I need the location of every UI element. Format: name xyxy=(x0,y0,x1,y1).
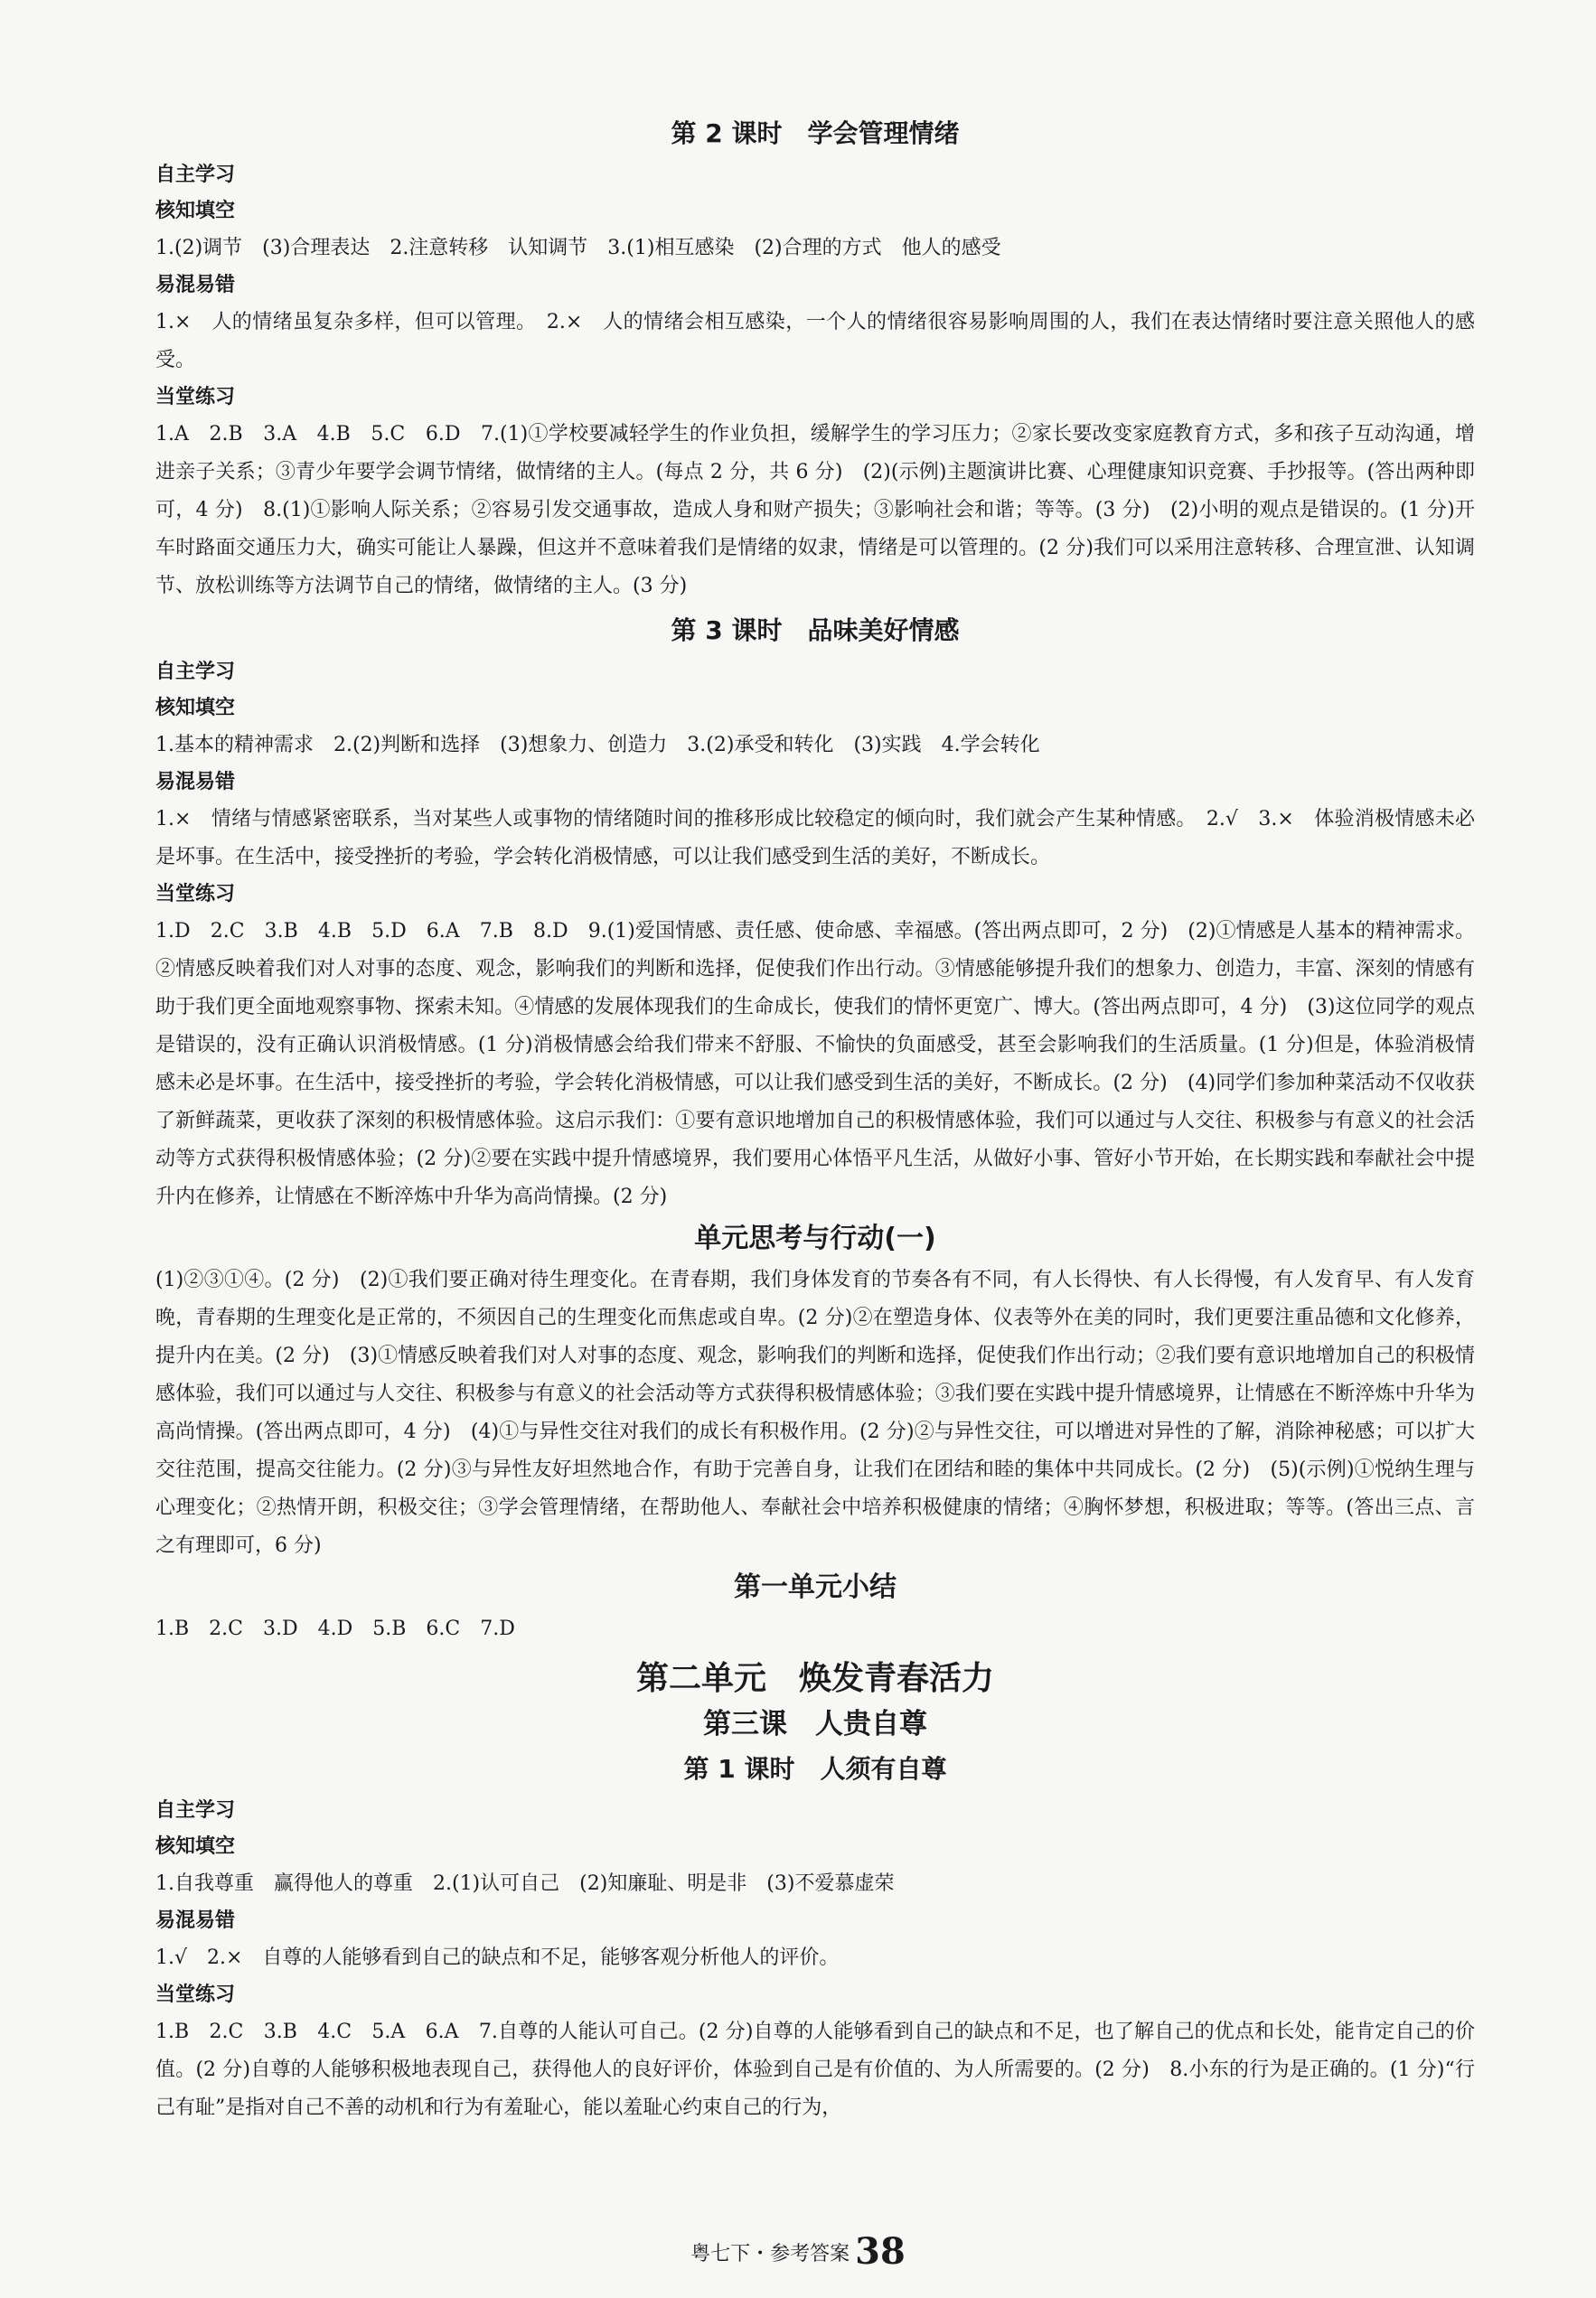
lesson3-confuse-label: 易混易错 xyxy=(155,771,236,793)
lesson2-practice-label: 当堂练习 xyxy=(155,386,236,408)
lesson3-practice-answers: 1.D 2.C 3.B 4.B 5.D 6.A 7.B 8.D 9.(1)爱国情感、责任感、使命感、幸福感。(答出两点即可，2 分) (2)①情感是人基本的精神需求。②情感反映着我们对人对事的态度、观念，影响我们的判断和选择，促使我们作出行动。③情感能够提升我们的想象力、创造力，丰富、深刻的情感有助于我们更全面地观察事物、探索未知。④情感的发展体现我们的生命成长，使我们的情怀更宽广、博大。(答出两点即可，4 分) (3)这位同学的观点是错误的，没有正确认识消极情感。(1 分)消极情感会给我们带来不舒服、不愉快的负面感受，甚至会影响我们的生活质量。(1 分)但是，体验消极情感未必是坏事。在生活中，接受挫折的考验，学会转化消极情感，可以让我们感受到生活的美好，不断成长。(2 分) (4)同学们参加种菜活动不仅收获了新鲜蔬菜，更收获了深刻的积极情感体验。这启示我们：①要有意识地增加自己的积极情感体验，我们可以通过与人交往、积极参与有意义的社会活动等方式获得积极情感体验；(2 分)②要在实践中提升情感境界，我们要用心体悟平凡生活，从做好小事、管好小节开始，在长期实践和奉献社会中提升内在修养，让情感在不断淬炼中升华为高尚情操。(2 分) xyxy=(155,920,1475,1208)
page-number: 38 xyxy=(855,2230,906,2273)
page-content xyxy=(155,108,1475,2127)
unit2-lesson1-core-fill-label: 核知填空 xyxy=(155,1835,236,1858)
lesson2-confuse-label: 易混易错 xyxy=(155,274,236,296)
unit2-lesson1-confuse-answers: 1.√ 2.× 自尊的人能够看到自己的缺点和不足，能够客观分析他人的评价。 xyxy=(155,1946,840,1969)
unit2-course-title: 第三课 人贵自尊 xyxy=(703,1708,927,1740)
unit-think-answers: (1)②③①④。(2 分) (2)①我们要正确对待生理变化。在青春期，我们身体发育的节奏各有不同，有人长得快、有人长得慢，有人发育早、有人发育晚，青春期的生理变化是正常的，不须因自己的生理变化而焦虑或自卑。(2 分)②在塑造身体、仪表等外在美的同时，我们更要注重品德和文化修养，提升内在美。(2 分) (3)①情感反映着我们对人对事的态度、观念，影响我们的判断和选择，促使我们作出行动；②我们要有意识地增加自己的积极情感体验，我们可以通过与人交往、积极参与有意义的社会活动等方式获得积极情感体验；③我们要在实践中提升情感境界，让情感在不断淬炼中升华为高尚情操。(答出两点即可，4 分) (4)①与异性交往对我们的成长有积极作用。(2 分)②与异性交往，可以增进对异性的了解，消除神秘感；可以扩大交往范围，提高交往能力。(2 分)③与异性友好坦然地合作，有助于完善自身，让我们在团结和睦的集体中共同成长。(2 分) (5)(示例)①悦纳生理与心理变化；②热情开朗，积极交往；③学会管理情绪，在帮助他人、奉献社会中培养积极健康的情绪；④胸怀梦想，积极进取；等等。(答出三点、言之有理即可，6 分) xyxy=(155,1269,1475,1557)
unit2-title: 第二单元 焕发青春活力 xyxy=(635,1660,994,1697)
unit1-summary-title: 第一单元小结 xyxy=(734,1571,897,1603)
unit1-summary-answers: 1.B 2.C 3.D 4.D 5.B 6.C 7.D xyxy=(155,1618,515,1640)
page-footer xyxy=(0,2230,1596,2273)
lesson2-confuse-answers: 1.× 人的情绪虽复杂多样，但可以管理。 2.× 人的情绪会相互感染，一个人的情绪很容易影响周围的人，我们在表达情绪时要注意关照他人的感受。 xyxy=(155,311,1475,371)
unit2-lesson1-self-study-label: 自主学习 xyxy=(155,1799,236,1822)
lesson3-core-fill-label: 核知填空 xyxy=(155,697,236,719)
lesson2-core-fill-answers: 1.(2)调节 (3)合理表达 2.注意转移 认知调节 3.(1)相互感染 (2)合理的方式 他人的感受 xyxy=(155,237,1001,259)
lesson3-confuse-answers: 1.× 情绪与情感紧密联系，当对某些人或事物的情绪随时间的推移形成比较稳定的倾向时，我们就会产生某种情感。 2.√ 3.× 体验消极情感未必是坏事。在生活中，接受挫折的考验，学会转化消极情感，可以让我们感受到生活的美好，不断成长。 xyxy=(155,808,1475,868)
footer-label: 粤七下・参考答案 xyxy=(690,2243,850,2265)
lesson3-practice-label: 当堂练习 xyxy=(155,883,236,905)
lesson3-title: 第 3 课时 品味美好情感 xyxy=(671,615,960,645)
lesson2-self-study-label: 自主学习 xyxy=(155,164,236,186)
unit2-lesson1-title: 第 1 课时 人须有自尊 xyxy=(683,1754,947,1784)
unit2-lesson1-confuse-label: 易混易错 xyxy=(155,1909,236,1932)
lesson2-core-fill-label: 核知填空 xyxy=(155,200,236,222)
lesson3-core-fill-answers: 1.基本的精神需求 2.(2)判断和选择 (3)想象力、创造力 3.(2)承受和转化 (3)实践 4.学会转化 xyxy=(155,734,1040,756)
unit-think-title: 单元思考与行动(一) xyxy=(694,1223,936,1254)
lesson3-self-study-label: 自主学习 xyxy=(155,661,236,683)
lesson2-practice-answers: 1.A 2.B 3.A 4.B 5.C 6.D 7.(1)①学校要减轻学生的作业负担，缓解学生的学习压力；②家长要改变家庭教育方式，多和孩子互动沟通，增进亲子关系；③青少年要学会调节情绪，做情绪的主人。(每点 2 分，共 6 分) (2)(示例)主题演讲比赛、心理健康知识竞赛、手抄报等。(答出两种即可，4 分) 8.(1)①影响人际关系；②容易引发交通事故，造成人身和财产损失；③影响社会和谐；等等。(3 分) (2)小明的观点是错误的。(1 分)开车时路面交通压力大，确实可能让人暴躁，但这并不意味着我们是情绪的奴隶，情绪是可以管理的。(2 分)我们可以采用注意转移、合理宣泄、认知调节、放松训练等方法调节自己的情绪，做情绪的主人。(3 分) xyxy=(155,423,1475,597)
unit2-lesson1-practice-answers: 1.B 2.C 3.B 4.C 5.A 6.A 7.自尊的人能认可自己。(2 分)自尊的人能够看到自己的缺点和不足，也了解自己的优点和长处，能肯定自己的价值。(2 分)自尊的人能够积极地表现自己，获得他人的良好评价，体验到自己是有价值的、为人所需要的。(2 分) 8.小东的行为是正确的。(1 分)“行己有耻”是指对自己不善的动机和行为有羞耻心，能以羞耻心约束自己的行为， xyxy=(155,2021,1475,2119)
unit2-lesson1-practice-label: 当堂练习 xyxy=(155,1984,236,2006)
unit2-lesson1-core-fill-answers: 1.自我尊重 赢得他人的尊重 2.(1)认可自己 (2)知廉耻、明是非 (3)不爱慕虚荣 xyxy=(155,1872,895,1895)
lesson2-title: 第 2 课时 学会管理情绪 xyxy=(671,118,960,148)
